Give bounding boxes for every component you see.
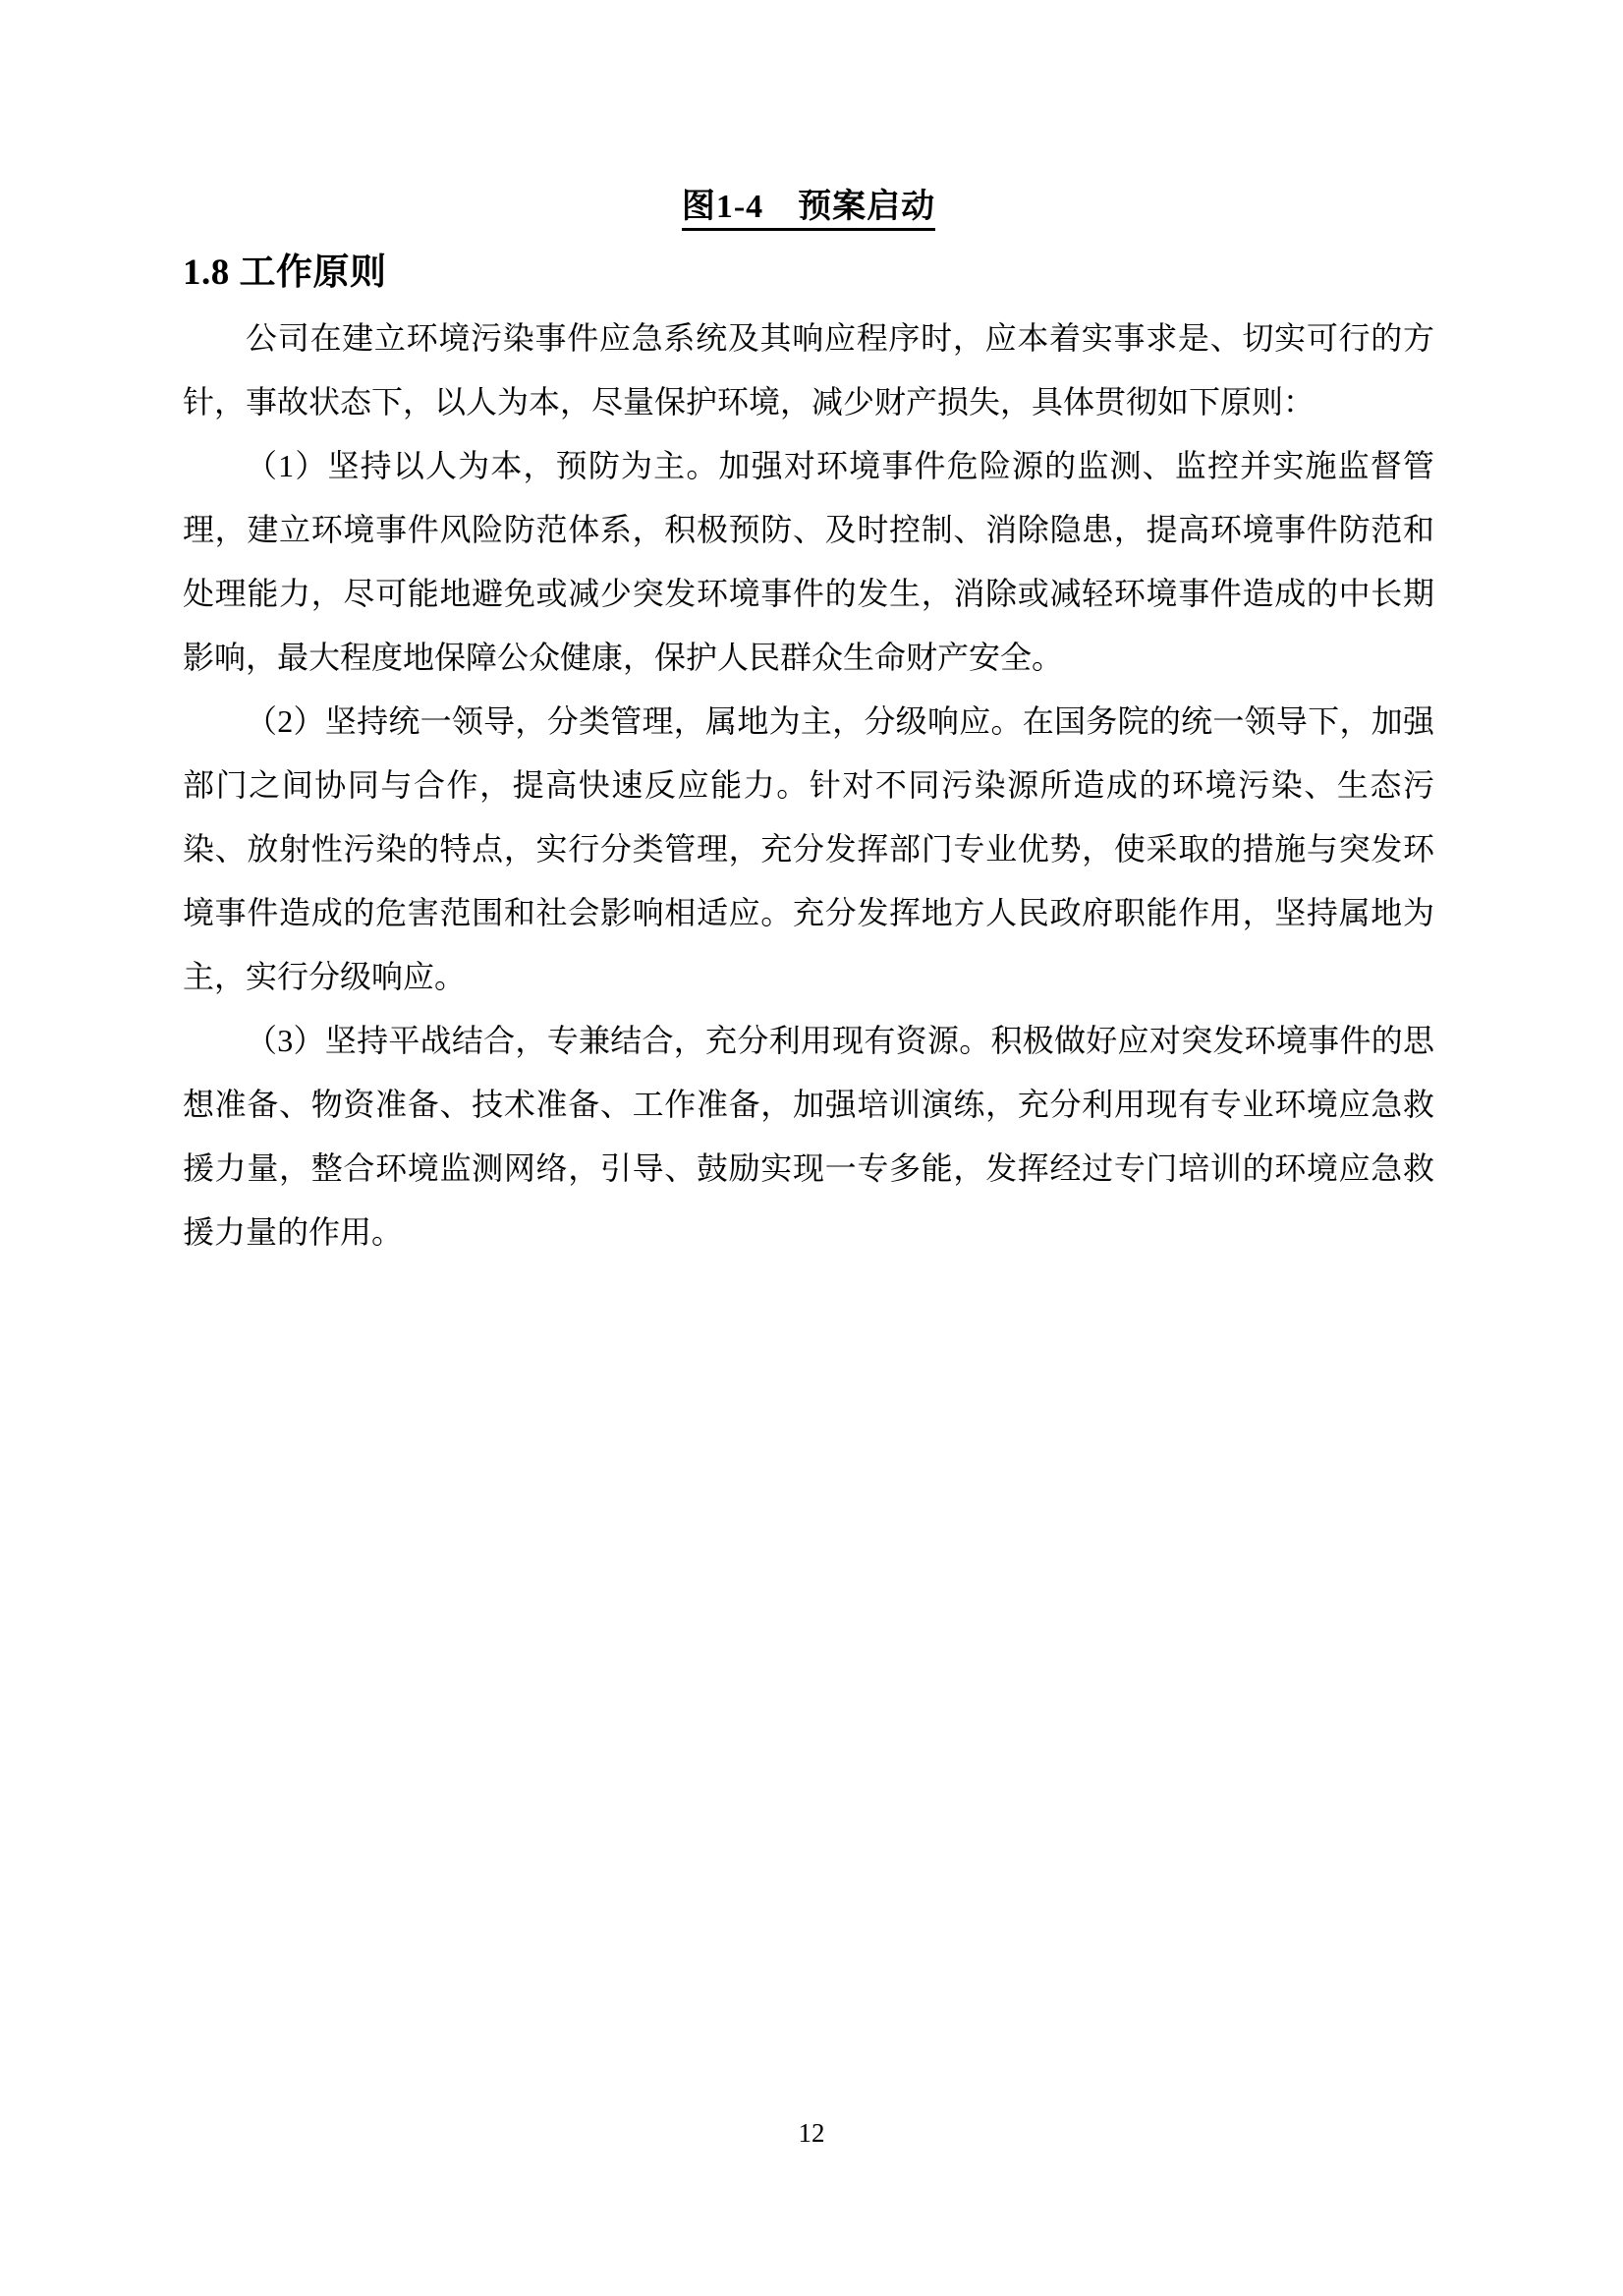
section-heading: 1.8 工作原则 [183, 252, 387, 293]
paragraph-principle-1: （1）坚持以人为本，预防为主。加强对环境事件危险源的监测、监控并实施监督管理，建立环境事件风险防范体系，积极预防、及时控制、消除隐患，提高环境事件防范和处理能力，尽可能地避免或减少突发环境事件的发生，消除或减轻环境事件造成的中长期影响，最大程度地保障公众健康，保护人民群众生命财产安全。 [183, 448, 1434, 675]
body-text-block [183, 307, 1434, 1264]
paragraph-principle-2: （2）坚持统一领导，分类管理，属地为主，分级响应。在国务院的统一领导下，加强部门之间协同与合作，提高快速反应能力。针对不同污染源所造成的环境污染、生态污染、放射性污染的特点，实行分类管理，充分发挥部门专业优势，使采取的措施与突发环境事件造成的危害范围和社会影响相适应。充分发挥地方人民政府职能作用，坚持属地为主，实行分级响应。 [183, 703, 1434, 994]
figure-caption [183, 187, 1434, 229]
paragraph-intro: 公司在建立环境污染事件应急系统及其响应程序时，应本着实事求是、切实可行的方针，事故状态下，以人为本，尽量保护环境，减少财产损失，具体贯彻如下原则： [183, 320, 1434, 420]
page-number: 12 [798, 2118, 825, 2148]
figure-caption-text: 图1-4 预案启动 [682, 189, 935, 231]
paragraph-principle-3: （3）坚持平战结合，专兼结合，充分利用现有资源。积极做好应对突发环境事件的思想准备、物资准备、技术准备、工作准备，加强培训演练，充分利用现有专业环境应急救援力量，整合环境监测网络，引导、鼓励实现一专多能，发挥经过专门培训的环境应急救援力量的作用。 [183, 1023, 1434, 1250]
